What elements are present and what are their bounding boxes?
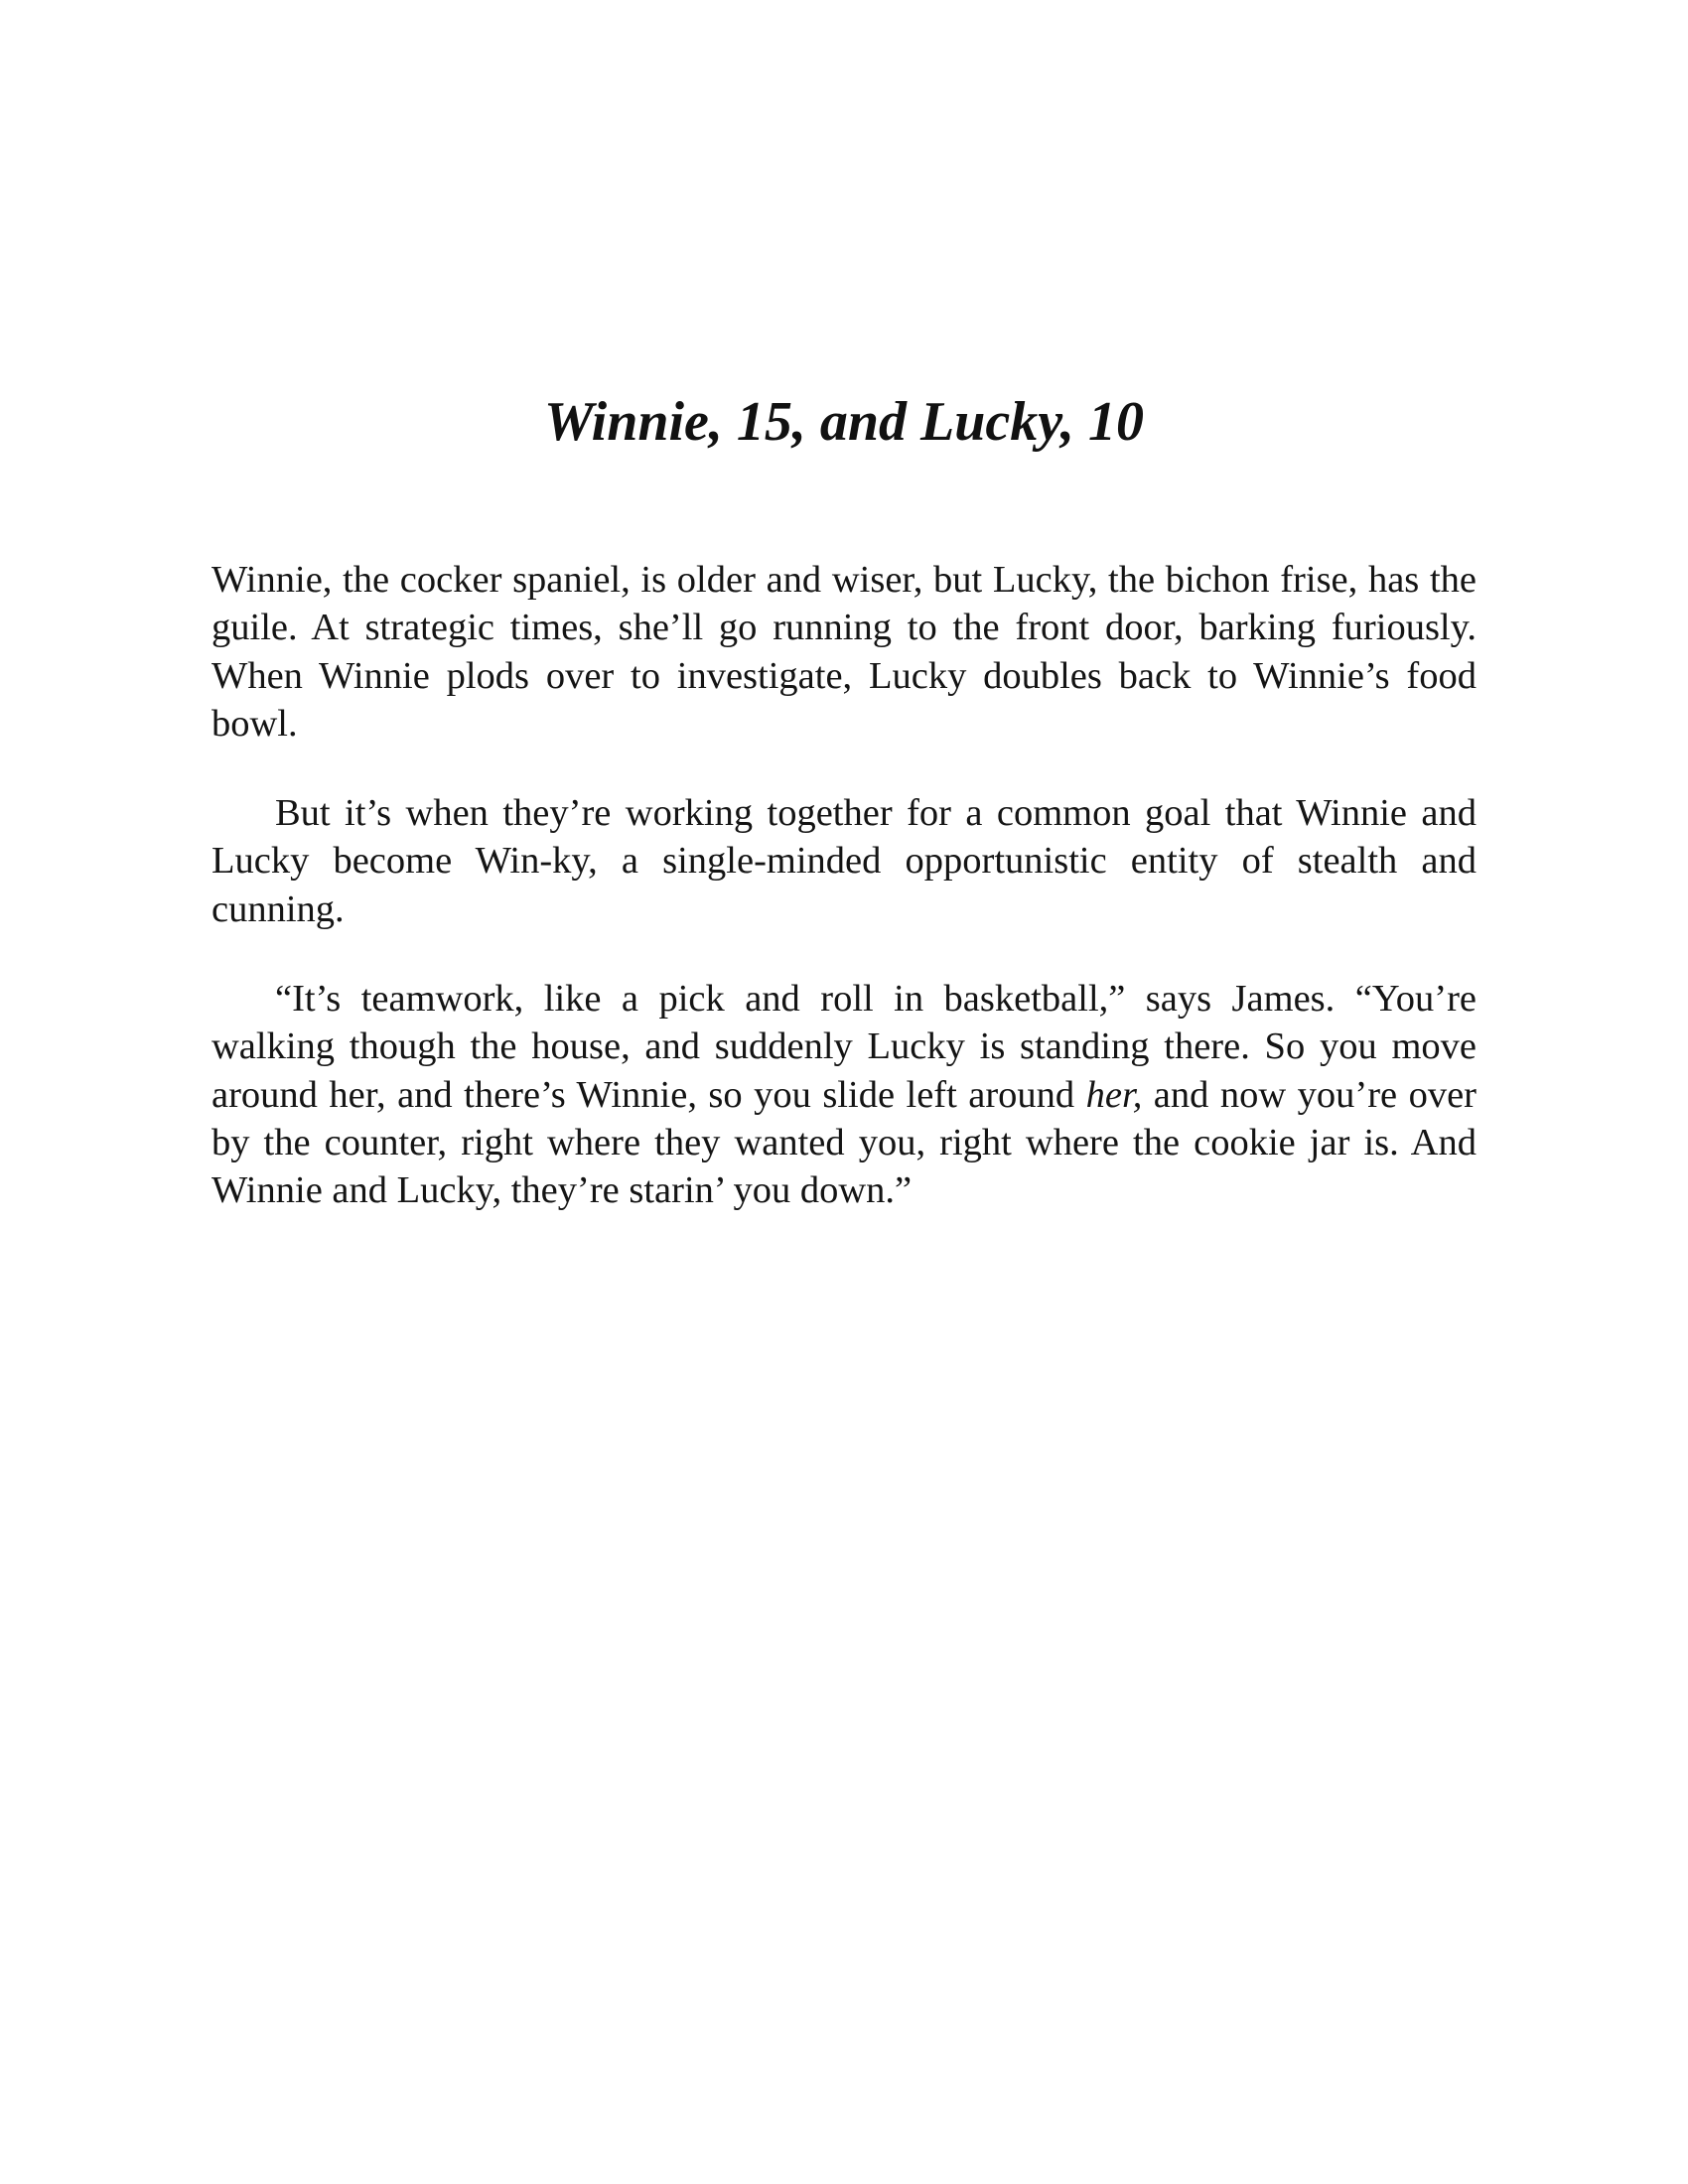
paragraph-2: But it’s when they’re working together for a common goal that Winnie and Lucky become Win-ky, a single-minded opportunistic entity of stealth and cunning.	[211, 792, 1477, 930]
paragraph-3-text-after: and now you’re over by the counter, right where they wanted you, right where the cookie jar is. And Winnie and Lucky, they’re starin’ you down.”	[211, 1073, 1477, 1212]
page-title: Winnie, 15, and Lucky, 10	[543, 391, 1145, 453]
body-text	[211, 556, 1477, 1257]
paragraph-3	[211, 975, 1477, 1214]
paragraph-1: Winnie, the cocker spaniel, is older and wiser, but Lucky, the bichon frise, has the guile. At strategic times, she’ll go running to the front door, barking furiously. When Winnie plods over to investigate, Lucky doubles back to Winnie’s food bowl.	[211, 559, 1477, 745]
paragraph-3-emphasis: her,	[1085, 1073, 1143, 1116]
paragraph-3-text-before: “It’s teamwork, like a pick and roll in basketball,” says James. “You’re walking though the house, and suddenly Lucky is standing there. So you move around her, and there’s Winnie, so you slide left around	[211, 978, 1477, 1116]
